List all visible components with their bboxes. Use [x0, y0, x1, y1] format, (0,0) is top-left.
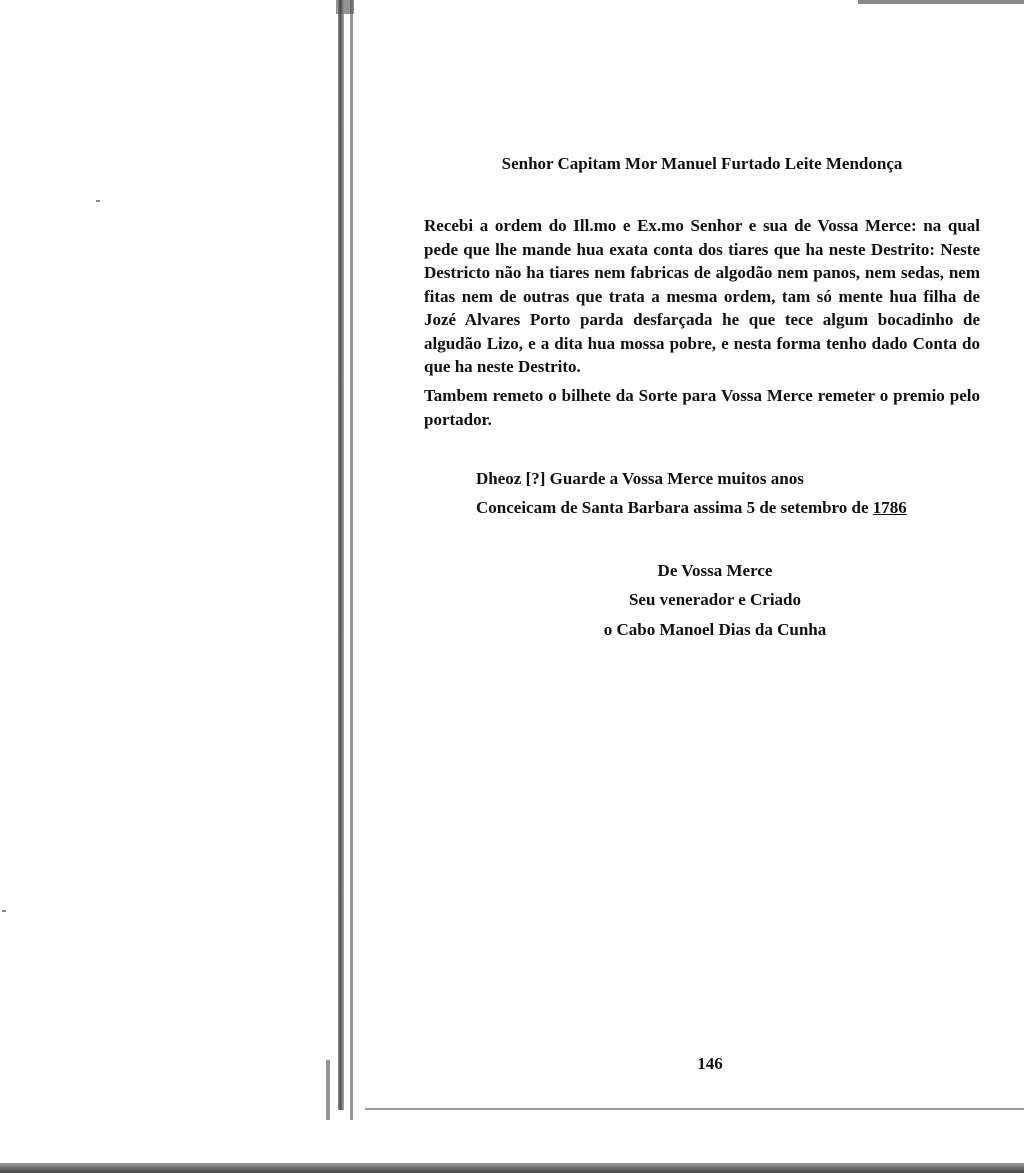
date-line: [476, 498, 907, 518]
scan-speck: [96, 200, 100, 202]
body-paragraph-2: Tambem remeto o bilhete da Sorte para Vossa Merce remeter o premio pelo portador.: [424, 386, 980, 429]
letter-body: [424, 214, 980, 388]
page-number: 146: [697, 1054, 723, 1073]
bottom-edge-rule: [365, 1108, 1024, 1110]
scan-bottom-edge: [0, 1163, 1024, 1173]
top-edge-rule: [858, 0, 1024, 4]
letter-heading: Senhor Capitam Mor Manuel Furtado Leite Mendonça: [501, 154, 903, 173]
date-year: 1786: [872, 498, 907, 517]
signature-line-2: Seu venerador e Criado: [628, 590, 802, 609]
closing-line: Dheoz [?] Guarde a Vossa Merce muitos anos: [476, 469, 804, 488]
page-edge-line: [350, 0, 353, 1120]
letter-body-2: [424, 384, 980, 440]
scan-speck: [2, 910, 6, 912]
book-spine-shadow: [338, 0, 344, 1110]
signature-line-1: De Vossa Merce: [657, 561, 773, 580]
signature-line-3: o Cabo Manoel Dias da Cunha: [603, 620, 827, 639]
binding-shadow-bottom: [326, 1060, 330, 1120]
date-place: Conceicam de Santa Barbara assima 5 de setembro de: [476, 498, 873, 517]
body-paragraph-1: Recebi a ordem do Ill.mo e Ex.mo Senhor e sua de Vossa Merce: na qual pede que lhe mande hua exata conta dos tiares que ha neste Destrito: Neste Destricto não ha tiares nem fabricas de algodão nem panos, nem sedas, nem fitas nem de outras que trata a mesma ordem, tam só mente hua filha de Jozé Alvares Porto parda desfarçada he que tece algum bocadinho de algudão Lizo, e a dita hua mossa pobre, e nesta forma tenho dado Conta do que ha neste Destrito.: [424, 216, 980, 376]
